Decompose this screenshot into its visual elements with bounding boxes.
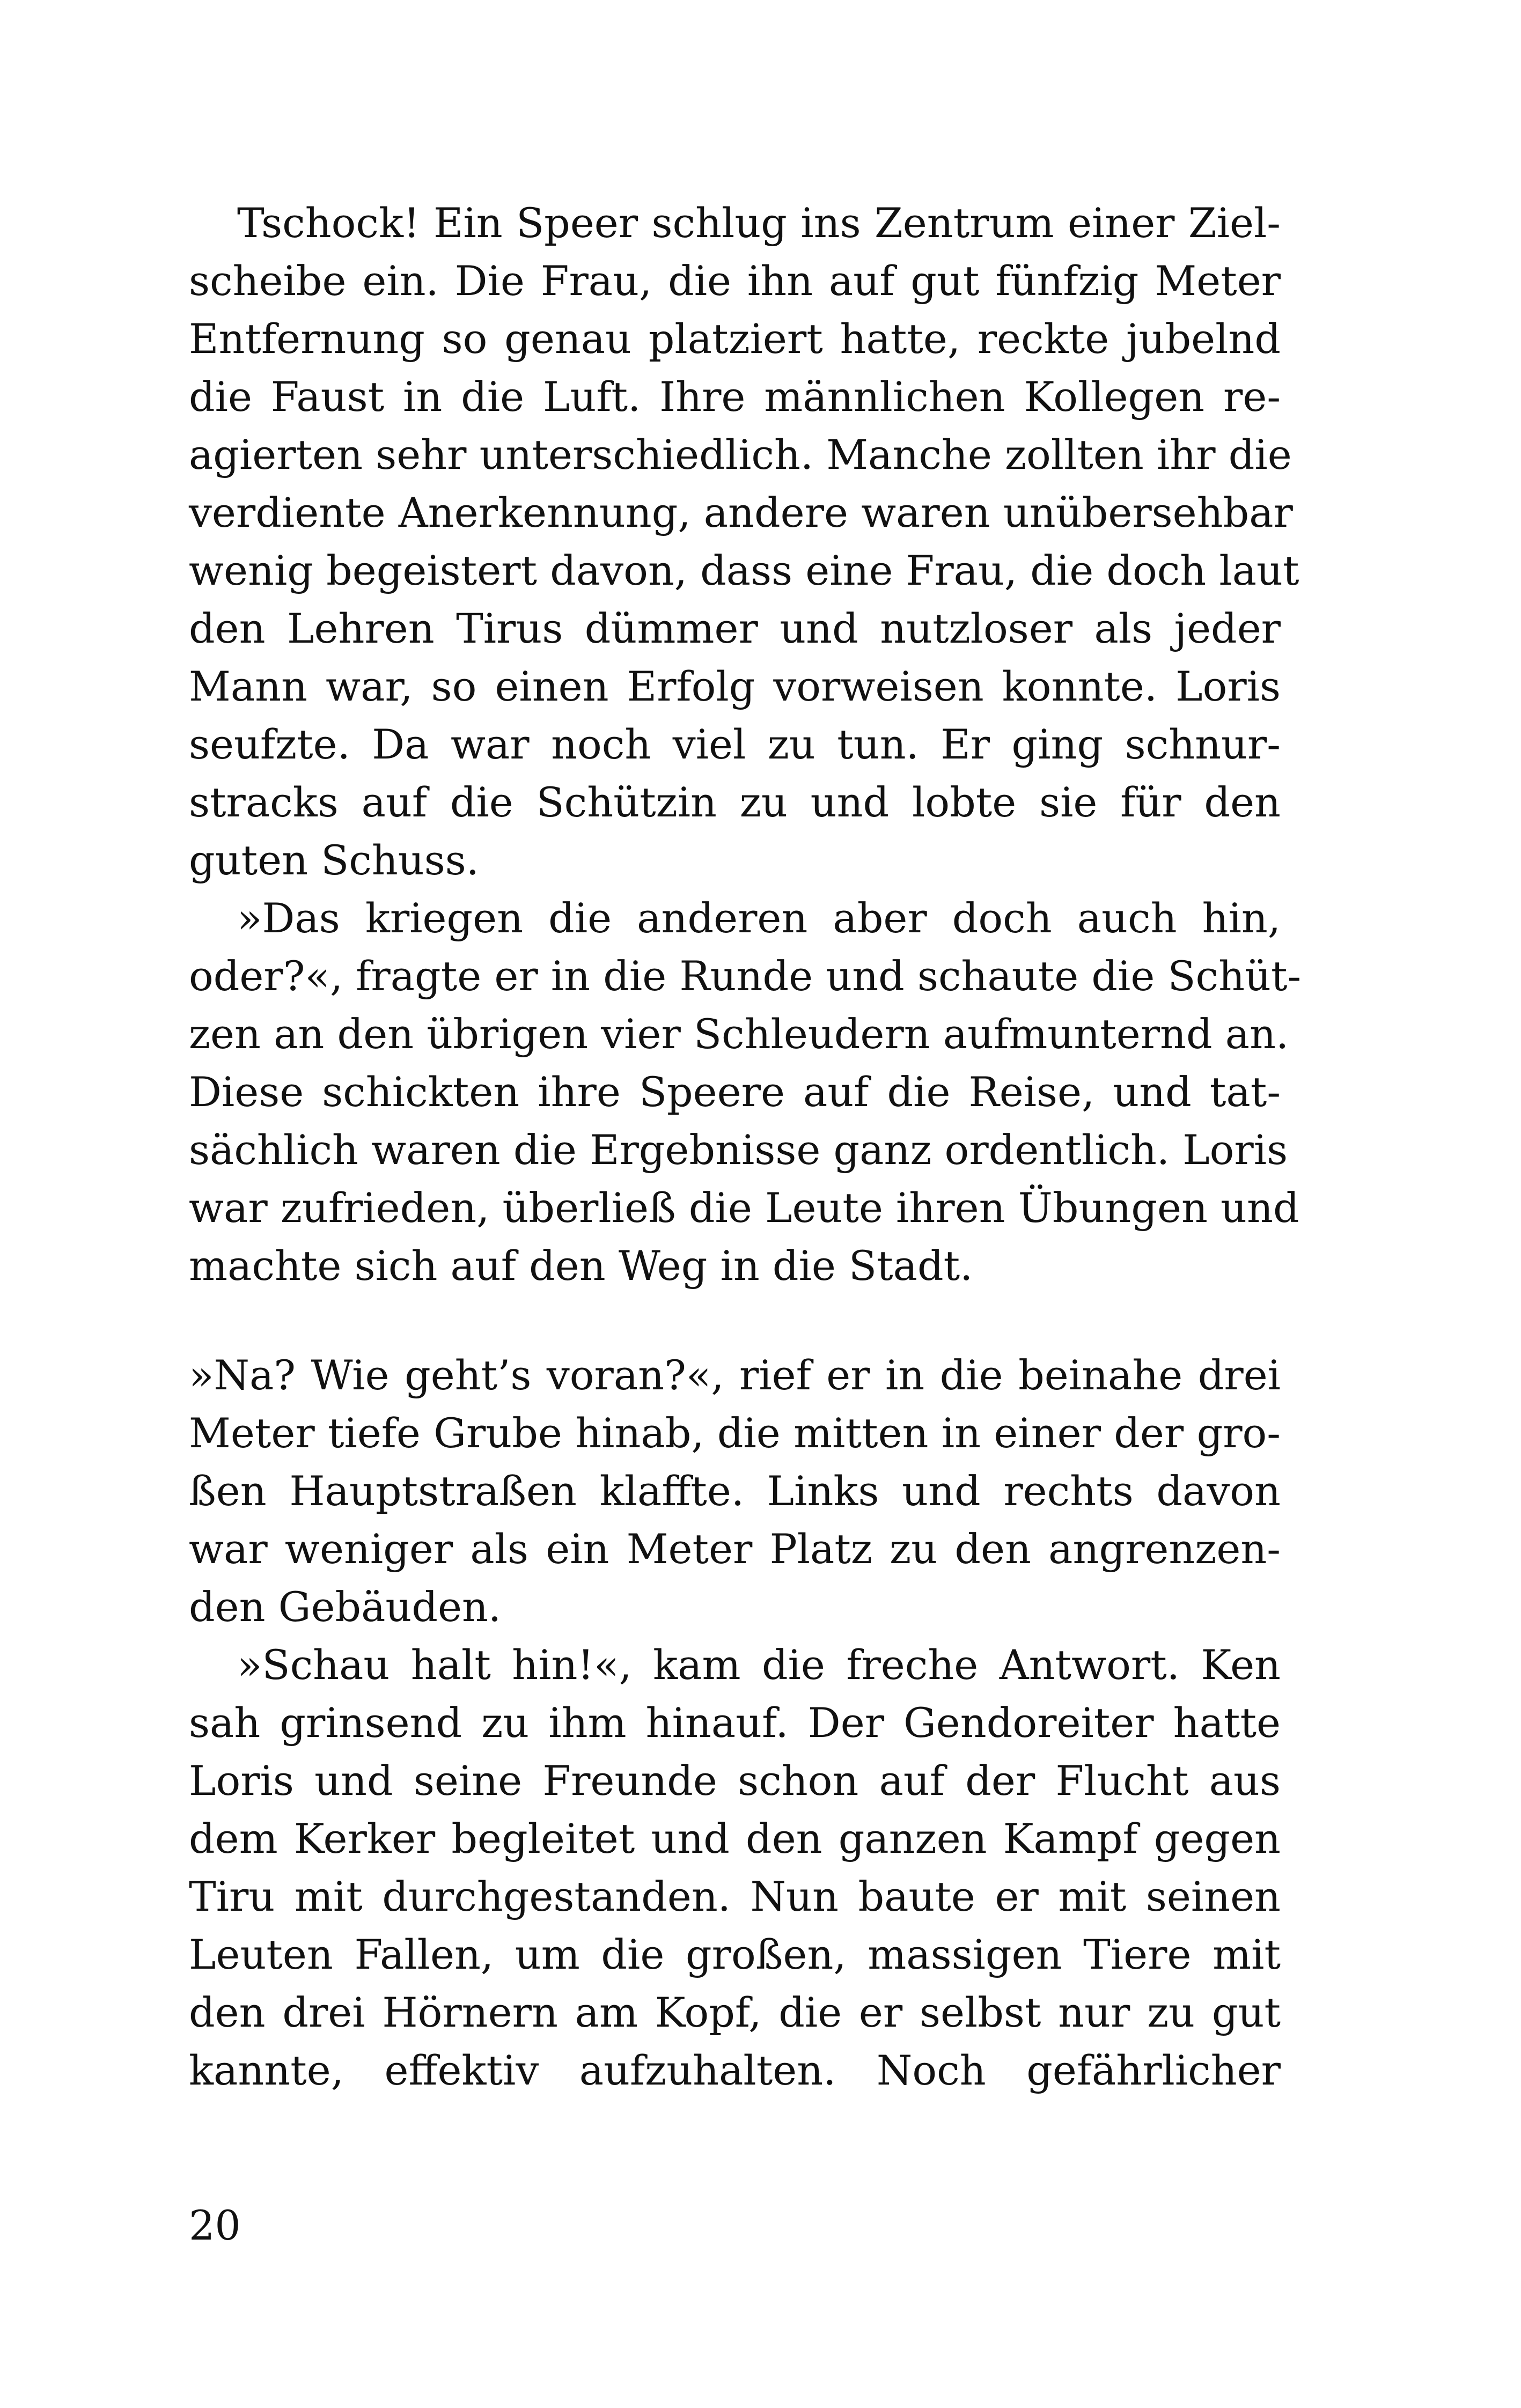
text-line: oder?«, fragte er in die Runde und schaute die Schüt- <box>189 952 1302 1000</box>
text-line: dem Kerker begleitet und den ganzen Kampf gegen <box>189 1815 1281 1862</box>
text-line: zen an den übrigen vier Schleudern aufmunternd an. <box>189 1010 1289 1058</box>
text-line: ßen Hauptstraßen klaffte. Links und rechts davon <box>189 1467 1281 1515</box>
text-line: war weniger als ein Meter Platz zu den angrenzen- <box>189 1525 1281 1573</box>
text-line: den Lehren Tirus dümmer und nutzloser als jeder <box>189 605 1281 652</box>
text-line: stracks auf die Schützin zu und lobte sie für den <box>189 778 1281 826</box>
text-line: verdiente Anerkennung, andere waren unübersehbar <box>189 489 1293 536</box>
section-2 <box>189 1346 1281 2100</box>
text-line: war zufrieden, überließ die Leute ihren Übungen und <box>189 1184 1299 1232</box>
text-line: kannte, effektiv aufzuhalten. Noch gefährlicher <box>189 2046 1281 2094</box>
text-line: »Na? Wie geht’s voran?«, rief er in die beinahe drei <box>189 1351 1281 1399</box>
text-line: Tiru mit durchgestanden. Nun baute er mit seinen <box>189 1873 1281 1920</box>
paragraph <box>189 1636 1281 2100</box>
text-line: guten Schuss. <box>189 836 479 884</box>
text-line: »Das kriegen die anderen aber doch auch hin, <box>237 894 1281 942</box>
text-line: Diese schickten ihre Speere auf die Reise, und tat- <box>189 1068 1281 1116</box>
text-line: scheibe ein. Die Frau, die ihn auf gut fünfzig Meter <box>189 257 1281 305</box>
text-line: seufzte. Da war noch viel zu tun. Er ging schnur- <box>189 720 1281 768</box>
paragraph <box>189 889 1302 1295</box>
text-line: Tschock! Ein Speer schlug ins Zentrum einer Ziel- <box>237 199 1281 247</box>
paragraph <box>189 1346 1281 1636</box>
text-line: agierten sehr unterschiedlich. Manche zollten ihr die <box>189 431 1292 478</box>
text-line: »Schau halt hin!«, kam die freche Antwort. Ken <box>237 1641 1281 1689</box>
section-1 <box>189 194 1302 1295</box>
text-line: machte sich auf den Weg in die Stadt. <box>189 1242 973 1290</box>
text-line: Leuten Fallen, um die großen, massigen Tiere mit <box>189 1931 1281 1978</box>
paragraph <box>189 194 1299 889</box>
text-line: Loris und seine Freunde schon auf der Flucht aus <box>189 1757 1281 1805</box>
text-line: Mann war, so einen Erfolg vorweisen konnte. Loris <box>189 662 1281 710</box>
text-line: wenig begeistert davon, dass eine Frau, die doch laut <box>189 547 1299 594</box>
text-line: sah grinsend zu ihm hinauf. Der Gendoreiter hatte <box>189 1699 1281 1747</box>
text-line: den Gebäuden. <box>189 1583 502 1631</box>
page-number: 20 <box>189 2201 241 2249</box>
text-line: den drei Hörnern am Kopf, die er selbst nur zu gut <box>189 1989 1281 2036</box>
text-line: sächlich waren die Ergebnisse ganz ordentlich. Loris <box>189 1126 1288 1174</box>
text-line: Entfernung so genau platziert hatte, reckte jubelnd <box>189 315 1281 363</box>
text-line: Meter tiefe Grube hinab, die mitten in einer der gro- <box>189 1409 1281 1457</box>
text-line: die Faust in die Luft. Ihre männlichen Kollegen re- <box>189 373 1281 421</box>
